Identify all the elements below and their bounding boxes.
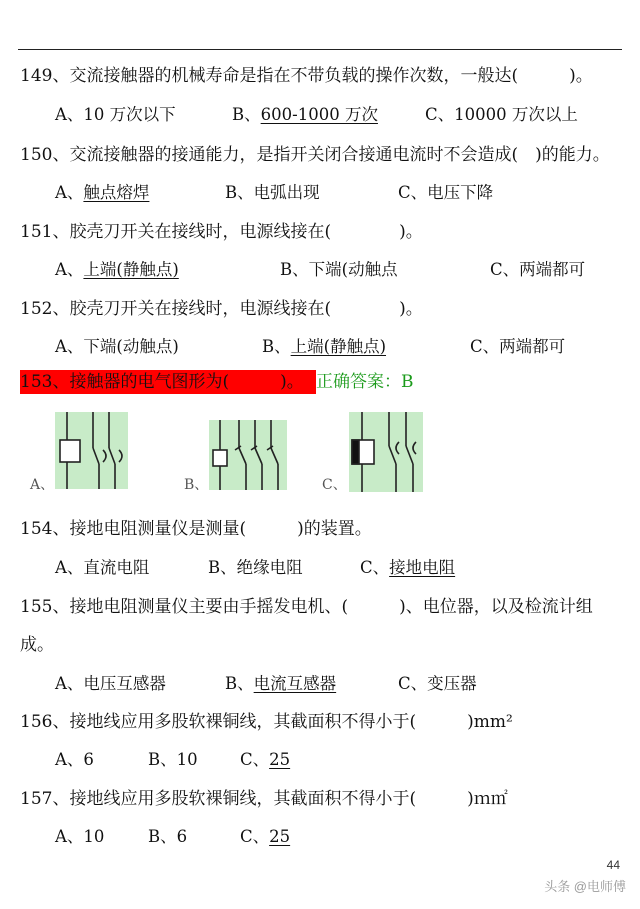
q154-option-b: B、绝缘电阻 [208, 558, 303, 577]
question-156-stem: 156、接地线应用多股软裸铜线，其截面积不得小于( )mm² [20, 712, 513, 732]
q155-option-c: C、变压器 [398, 674, 477, 693]
q154-option-a: A、直流电阻 [55, 558, 150, 577]
q149-option-a: A、10 万次以下 [55, 105, 176, 124]
q156-option-a: A、6 [55, 750, 94, 769]
q155-option-a: A、电压互感器 [55, 674, 166, 693]
question-149-stem: 149、交流接触器的机械寿命是指在不带负载的操作次数，一般达( )。 [20, 66, 593, 86]
q151-option-c: C、两端都可 [490, 260, 586, 279]
watermark: 头条 @电师傅 [544, 879, 626, 894]
q150-option-b: B、电弧出现 [225, 183, 320, 202]
question-153-stem: 153、接触器的电气图形为( )。 正确答案：B [20, 372, 414, 392]
q155-option-b: B、电流互感器 [225, 674, 337, 693]
q157-option-c: C、25 [240, 827, 291, 846]
diagram-b [209, 420, 287, 490]
q156-option-c: C、25 [240, 750, 291, 769]
page-number: 44 [606, 858, 620, 872]
correct-answer: 正确答案：B [316, 372, 414, 392]
q150-option-c: C、电压下降 [398, 183, 494, 202]
question-155-stem-cont: 成。 [20, 635, 54, 655]
diagram-b-label: B、 [184, 477, 209, 493]
q152-option-c: C、两端都可 [470, 337, 566, 356]
question-155-stem: 155、接地电阻测量仪主要由手摇发电机、( )、电位器，以及检流计组 [20, 597, 593, 617]
q149-option-b: B、600-1000 万次 [232, 105, 378, 124]
q151-option-b: B、下端(动触点 [280, 260, 398, 279]
diagram-c [349, 412, 423, 492]
diagram-c-label: C、 [322, 477, 347, 493]
q157-option-a: A、10 [55, 827, 105, 846]
question-152-stem: 152、胶壳刀开关在接线时，电源线接在( )。 [20, 299, 423, 319]
q154-option-c: C、接地电阻 [360, 558, 456, 577]
q152-option-a: A、下端(动触点) [55, 337, 179, 356]
q150-option-a: A、触点熔焊 [55, 183, 150, 202]
q151-option-a: A、上端(静触点) [55, 260, 179, 279]
q149-option-c: C、10000 万次以上 [425, 105, 578, 124]
header-rule [18, 49, 622, 50]
q152-option-b: B、上端(静触点) [262, 337, 387, 356]
question-154-stem: 154、接地电阻测量仪是测量( )的装置。 [20, 519, 372, 539]
question-157-stem: 157、接地线应用多股软裸铜线，其截面积不得小于( )ｍ㎡ [20, 789, 508, 809]
diagram-a-label: A、 [30, 477, 55, 493]
q156-option-b: B、10 [148, 750, 198, 769]
diagram-a [55, 412, 128, 489]
q157-option-b: B、6 [148, 827, 188, 846]
question-150-stem: 150、交流接触器的接通能力，是指开关闭合接通电流时不会造成( )的能力。 [20, 145, 610, 165]
question-151-stem: 151、胶壳刀开关在接线时，电源线接在( )。 [20, 222, 423, 242]
